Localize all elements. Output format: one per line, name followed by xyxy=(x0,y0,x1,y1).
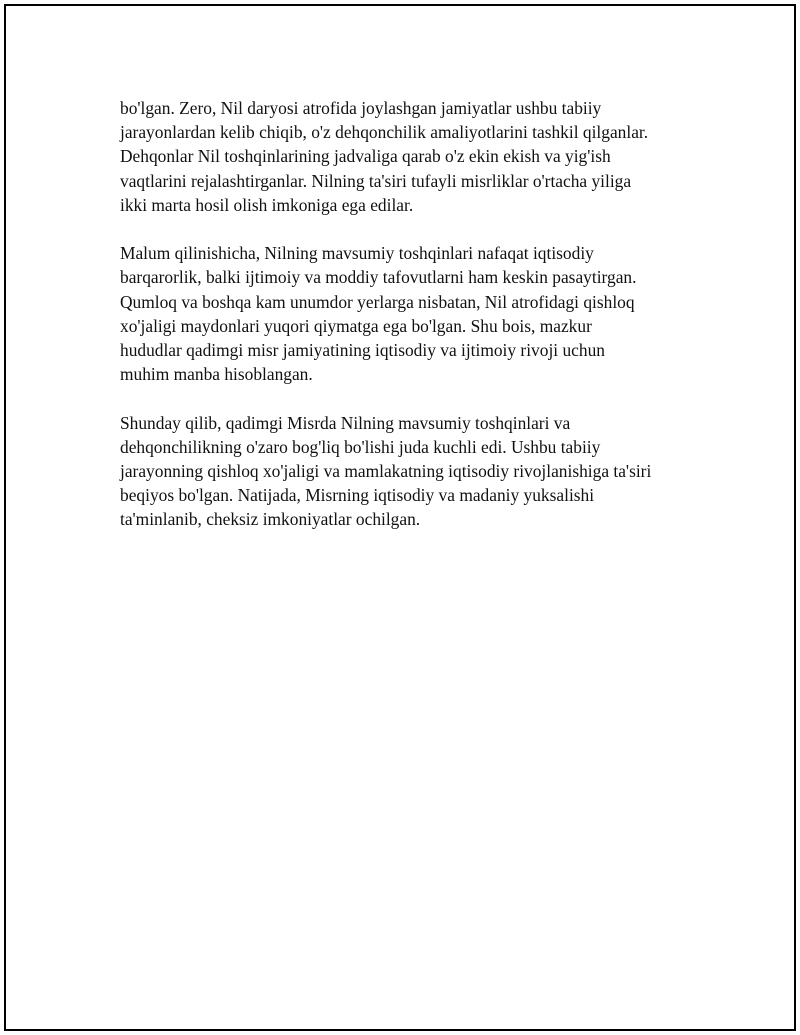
paragraph-3 xyxy=(120,411,700,532)
paragraph-line: jarayonlardan kelib chiqib, o'z dehqonchilik amaliyotlarini tashkil qilganlar. xyxy=(120,122,649,143)
paragraph-line: ta'minlanib, cheksiz imkoniyatlar ochilgan. xyxy=(120,509,421,530)
paragraph-line: Dehqonlar Nil toshqinlarining jadvaliga qarab o'z ekin ekish va yig'ish xyxy=(120,146,611,167)
paragraph-line: Qumloq va boshqa kam unumdor yerlarga nisbatan, Nil atrofidagi qishloq xyxy=(120,291,635,312)
paragraph-line: barqarorlik, balki ijtimoiy va moddiy tafovutlarni ham keskin pasaytirgan. xyxy=(120,267,637,288)
paragraph-1 xyxy=(120,96,700,217)
paragraph-line: jarayonning qishloq xo'jaligi va mamlakatning iqtisodiy rivojlanishiga ta'siri xyxy=(120,461,652,482)
paragraph-2 xyxy=(120,241,700,386)
document-page xyxy=(4,4,796,1031)
paragraph-line: beqiyos bo'lgan. Natijada, Misrning iqtisodiy va madaniy yuksalishi xyxy=(120,485,595,506)
paragraph-line: muhim manba hisoblangan. xyxy=(120,364,313,385)
paragraph-line: Malum qilinishicha, Nilning mavsumiy toshqinlari nafaqat iqtisodiy xyxy=(120,243,594,264)
paragraph-line: bo'lgan. Zero, Nil daryosi atrofida joylashgan jamiyatlar ushbu tabiiy xyxy=(120,98,602,118)
paragraph-line: vaqtlarini rejalashtirganlar. Nilning ta'siri tufayli misrliklar o'rtacha yiliga xyxy=(120,170,632,191)
paragraph-line: dehqonchilikning o'zaro bog'liq bo'lishi juda kuchli edi. Ushbu tabiiy xyxy=(120,436,601,457)
paragraph-line: hududlar qadimgi misr jamiyatining iqtisodiy va ijtimoiy rivoji uchun xyxy=(120,340,605,361)
paragraph-line: ikki marta hosil olish imkoniga ega edilar. xyxy=(120,194,414,215)
document-body xyxy=(120,96,700,556)
paragraph-line: Shunday qilib, qadimgi Misrda Nilning mavsumiy toshqinlari va xyxy=(120,412,571,433)
paragraph-line: xo'jaligi maydonlari yuqori qiymatga ega bo'lgan. Shu bois, mazkur xyxy=(120,315,592,336)
